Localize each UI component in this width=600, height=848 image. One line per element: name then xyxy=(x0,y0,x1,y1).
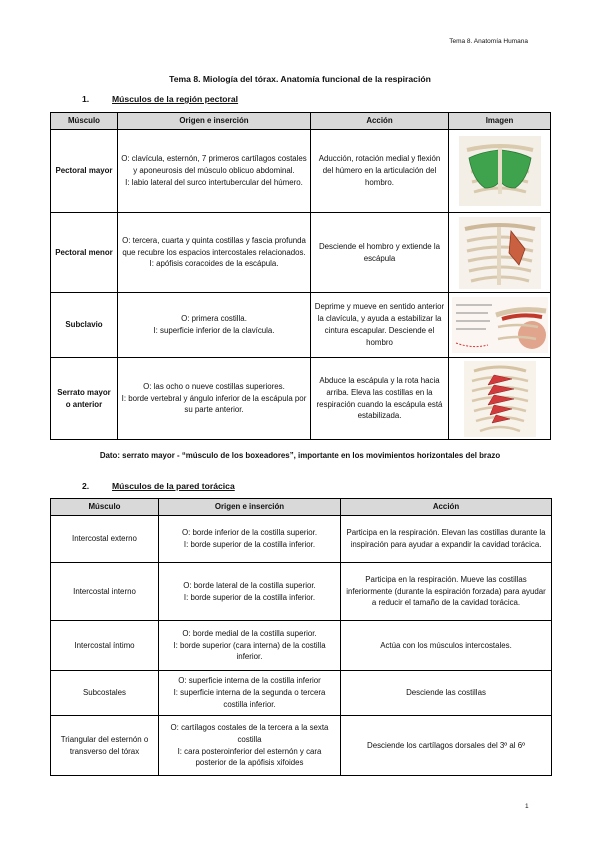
serratus-anterior-illustration xyxy=(464,361,536,437)
insertion-text: I: superficie interna de la segunda o tercera costilla inferior. xyxy=(173,688,326,709)
table-header-row xyxy=(51,499,552,516)
insertion-text: I: borde superior de la costilla inferior. xyxy=(183,540,316,549)
muscle-cell: Intercostal interno xyxy=(51,563,159,621)
insertion-text: I: borde superior (cara interna) de la costilla inferior. xyxy=(173,640,326,662)
image-cell xyxy=(449,213,551,293)
origin-insertion-cell xyxy=(159,516,341,563)
image-cell xyxy=(449,130,551,213)
header-cell: Imagen xyxy=(449,113,551,130)
origin-text: O: borde lateral de la costilla superior. xyxy=(183,580,316,590)
section-1-number: 1. xyxy=(82,94,90,104)
action-cell: Desciende las costillas xyxy=(341,671,552,716)
insertion-text: I: labio lateral del surco intertubercular del húmero. xyxy=(125,177,303,187)
insertion-text: I: superficie inferior de la clavícula. xyxy=(153,326,275,335)
action-cell: Deprime y mueve en sentido anterior la clavícula, y ayuda a estabilizar la cintura escapular. Desciende el hombro xyxy=(311,293,449,358)
origin-text: O: tercera, cuarta y quinta costillas y fascia profunda que recubre los espacios intercostales relacionados. xyxy=(122,235,306,257)
insertion-text: I: cara posteroinferior del esternón y cara posterior de la apófisis xifoides xyxy=(177,746,322,768)
muscle-cell: Subcostales xyxy=(51,671,159,716)
origin-text: O: primera costilla. xyxy=(181,314,247,324)
table-row xyxy=(51,130,551,213)
table-row xyxy=(51,621,552,671)
origin-insertion-cell xyxy=(118,293,311,358)
action-cell: Desciende el hombro y extiende la escápula xyxy=(311,213,449,293)
note-serrato: Dato: serrato mayor - “músculo de los boxeadores”, importante en los movimientos horizontales del brazo xyxy=(99,451,501,460)
pectoralis-major-illustration xyxy=(459,136,541,206)
table-row xyxy=(51,293,551,358)
thoracic-wall-table xyxy=(50,498,552,776)
section-2-label: Músculos de la pared torácica xyxy=(112,481,235,491)
muscle-cell: Pectoral mayor xyxy=(51,130,118,213)
action-cell: Participa en la respiración. Mueve las costillas inferiormente (durante la espiración forzada) para ayudar a reducir el tamaño de la cavidad torácica. xyxy=(341,563,552,621)
insertion-text: I: apófisis coracoides de la escápula. xyxy=(149,259,279,269)
section-2-number: 2. xyxy=(82,481,90,491)
origin-insertion-cell xyxy=(118,213,311,293)
subclavius-illustration xyxy=(452,297,548,353)
section-1-label: Músculos de la región pectoral xyxy=(112,94,239,104)
header-cell: Origen e inserción xyxy=(159,499,341,516)
action-cell: Abduce la escápula y la rota hacia arriba. Eleva las costillas en la respiración cuando la escápula está estabilizada. xyxy=(311,358,449,440)
header-cell: Músculo xyxy=(51,113,118,130)
origin-text: O: cartílagos costales de la tercera a la sexta costilla xyxy=(170,722,329,744)
origin-insertion-cell xyxy=(159,621,341,671)
muscle-cell: Intercostal externo xyxy=(51,516,159,563)
origin-insertion-cell xyxy=(118,358,311,440)
image-cell xyxy=(449,358,551,440)
origin-text: O: borde medial de la costilla superior. xyxy=(182,628,317,638)
action-cell: Aducción, rotación medial y flexión del húmero en la articulación del hombro. xyxy=(311,130,449,213)
pectoral-table xyxy=(50,112,551,440)
table-row xyxy=(51,516,552,563)
origin-insertion-cell xyxy=(159,671,341,716)
muscle-cell: Intercostal íntimo xyxy=(51,621,159,671)
table-row xyxy=(51,563,552,621)
origin-text: O: clavícula, esternón, 7 primeros cartílagos costales y aponeurosis del músculo oblicuo abdominal. xyxy=(121,154,307,176)
action-cell: Actúa con los músculos intercostales. xyxy=(341,621,552,671)
section-2-heading xyxy=(82,481,235,491)
page-title: Tema 8. Miología del tórax. Anatomía funcional de la respiración xyxy=(169,74,431,84)
header-cell: Músculo xyxy=(51,499,159,516)
table-row xyxy=(51,358,551,440)
section-1-heading xyxy=(82,94,238,104)
insertion-text: I: borde vertebral y ángulo inferior de la escápula por su parte anterior. xyxy=(121,393,307,415)
table-header-row xyxy=(51,113,551,130)
table-row xyxy=(51,716,552,776)
origin-insertion-cell xyxy=(159,716,341,776)
table-row xyxy=(51,213,551,293)
muscle-cell: Serrato mayor o anterior xyxy=(51,358,118,440)
muscle-cell: Subclavio xyxy=(51,293,118,358)
muscle-cell: Pectoral menor xyxy=(51,213,118,293)
origin-text: O: superficie interna de la costilla inferior xyxy=(178,676,321,686)
header-cell: Acción xyxy=(341,499,552,516)
pectoralis-minor-illustration xyxy=(459,217,541,289)
action-cell: Participa en la respiración. Elevan las costillas durante la inspiración para ayudar a expandir la cavidad torácica. xyxy=(341,516,552,563)
header-cell: Origen e inserción xyxy=(118,113,311,130)
action-cell: Desciende los cartílagos dorsales del 3º al 6º xyxy=(341,716,552,776)
origin-text: O: borde inferior de la costilla superior. xyxy=(181,528,318,538)
image-cell xyxy=(449,293,551,358)
page-number: 1 xyxy=(525,803,529,810)
origin-text: O: las ocho o nueve costillas superiores. xyxy=(143,381,285,391)
muscle-cell: Triangular del esternón o transverso del tórax xyxy=(51,716,159,776)
origin-insertion-cell xyxy=(118,130,311,213)
header-cell: Acción xyxy=(311,113,449,130)
origin-insertion-cell xyxy=(159,563,341,621)
running-header: Tema 8. Anatomía Humana xyxy=(449,38,528,45)
insertion-text: I: borde superior de la costilla inferior. xyxy=(183,592,316,602)
table-row xyxy=(51,671,552,716)
